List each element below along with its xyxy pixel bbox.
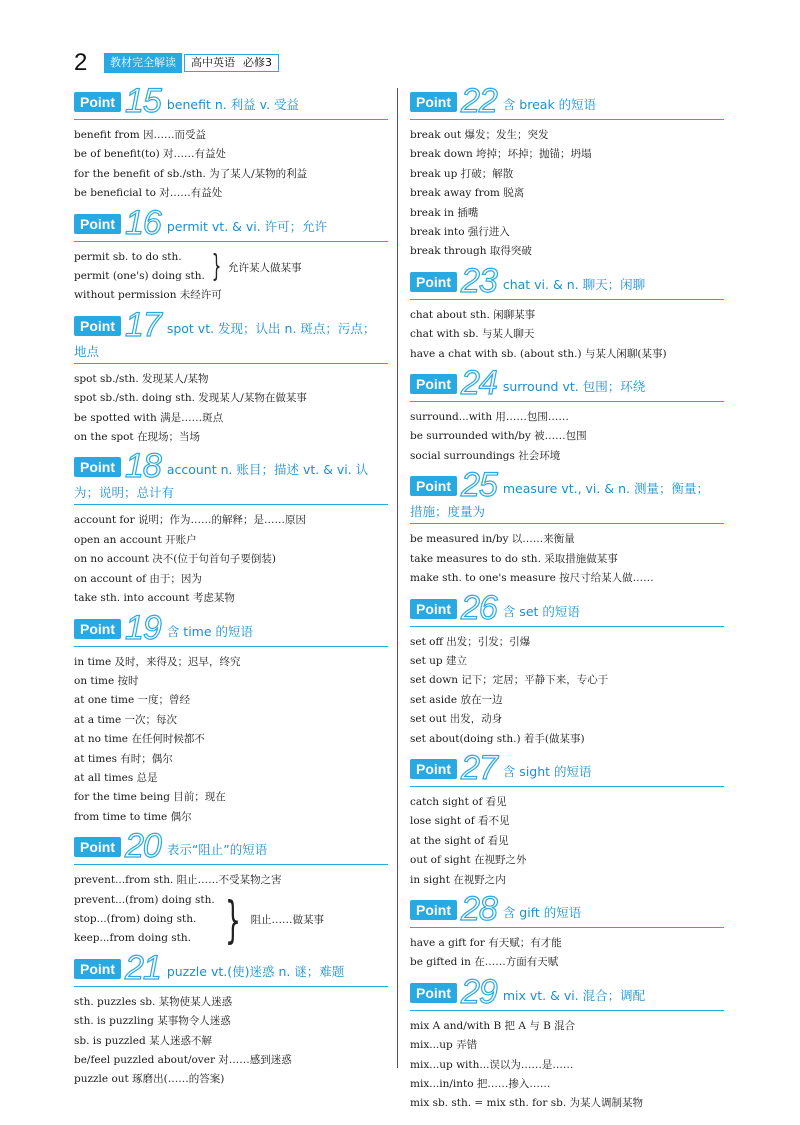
section-title: mix vt. & vi. 混合；调配 <box>502 987 646 1003</box>
phrase-entry: from time to time 偶尔 <box>74 810 192 823</box>
phrase-entry: catch sight of 看见 <box>410 795 507 808</box>
point-number: 16 <box>125 203 161 242</box>
phrase-entry: make sth. to one's measure 按尺寸给某人做…… <box>410 572 654 585</box>
phrase-entry: on account of 由于；因为 <box>74 572 202 585</box>
phrase-entry: in sight 在视野之内 <box>410 873 506 886</box>
phrase-entry: have a gift for 有天赋；有才能 <box>410 936 562 949</box>
section-title: 含 gift 的短语 <box>502 904 582 920</box>
section-header <box>410 588 724 627</box>
section-header <box>410 972 724 1011</box>
point-number: 19 <box>125 608 161 647</box>
point-badge: Point <box>74 837 121 857</box>
phrase-entry: chat with sb. 与某人聊天 <box>410 328 535 341</box>
point-section-25 <box>410 466 724 588</box>
section-header <box>74 305 388 344</box>
point-number: 22 <box>461 82 497 120</box>
phrase-entry: break up 打破；解散 <box>410 167 514 180</box>
point-badge: Point <box>410 92 457 112</box>
point-badge: Point <box>410 272 457 292</box>
phrase-entry: on no account 决不(位于句首句子要倒装) <box>74 553 276 566</box>
section-title: benefit n. 利益 v. 受益 <box>166 97 300 112</box>
phrase-entry: spot sb./sth. doing sth. 发现某人/某物在做某事 <box>74 392 307 405</box>
phrase-entry: open an account 开账户 <box>74 533 197 546</box>
volume-label: 必修3 <box>243 56 272 69</box>
point-number: 26 <box>461 588 497 627</box>
point-badge: Point <box>410 983 457 1003</box>
section-header <box>410 748 724 787</box>
section-title: chat vi. & n. 聊天；闲聊 <box>502 276 646 292</box>
section-title: account n. 账目；描述 vt. & vi. 认 <box>166 462 369 478</box>
brace-meaning: 阻止……做某事 <box>250 914 325 927</box>
point-section-26 <box>410 588 724 749</box>
phrase-entry: at times 有时；偶尔 <box>74 752 173 765</box>
brace-group <box>74 891 388 949</box>
point-number: 23 <box>461 261 497 300</box>
phrase-entry: spot sb./sth. 发现某人/某物 <box>74 372 209 385</box>
phrase-entry: set out 出发，动身 <box>410 713 503 726</box>
phrase-entry: be beneficial to 对……有益处 <box>74 187 223 200</box>
phrase-entry: be spotted with 满是……斑点 <box>74 411 224 424</box>
section-title: surround vt. 包围；环绕 <box>502 379 646 395</box>
point-number: 21 <box>125 948 161 987</box>
brace-group <box>74 248 388 287</box>
point-badge: Point <box>74 316 121 336</box>
section-title: puzzle vt.(使)迷惑 n. 谜；难题 <box>166 963 345 979</box>
phrase-entry: in time 及时，来得及；迟早，终究 <box>74 655 241 668</box>
section-title: spot vt. 发现；认出 n. 斑点；污点； <box>166 320 376 336</box>
phrase-entry: on the spot 在现场；当场 <box>74 431 200 444</box>
phrase-entry: stop...(from) doing sth. <box>74 912 197 925</box>
phrase-entry: surround...with 用……包围…… <box>410 411 569 424</box>
section-header <box>74 82 388 120</box>
phrase-entry: sth. puzzles sb. 某物使某人迷惑 <box>74 995 233 1008</box>
section-title: measure vt., vi. & n. 测量；衡量； <box>502 481 709 497</box>
phrase-entry: mix...up 弄错 <box>410 1039 478 1052</box>
point-badge: Point <box>74 619 121 639</box>
section-header <box>410 364 724 403</box>
phrase-entry: set aside 放在一边 <box>410 693 503 706</box>
point-section-18 <box>74 447 388 608</box>
phrase-entry: set off 出发；引发；引爆 <box>410 635 531 648</box>
point-section-28 <box>410 889 724 973</box>
section-header <box>74 203 388 242</box>
point-number: 24 <box>461 364 497 403</box>
phrase-entry: account for 说明；作为……的解释；是……原因 <box>74 514 306 527</box>
page-number: 2 <box>74 49 88 76</box>
phrase-entry: at a time 一次；每次 <box>74 713 178 726</box>
page-header <box>74 50 279 76</box>
point-section-16 <box>74 203 388 306</box>
phrase-entry: take sth. into account 考虑某物 <box>74 592 235 605</box>
phrase-entry: set up 建立 <box>410 654 467 667</box>
phrase-entry: be surrounded with/by 被……包围 <box>410 430 587 443</box>
point-section-24 <box>410 364 724 466</box>
point-number: 20 <box>125 827 161 866</box>
column-divider <box>397 88 398 1068</box>
brace-lines <box>74 248 205 287</box>
phrase-entry: set about(doing sth.) 着手(做某事) <box>410 732 585 745</box>
phrase-entry: permit (one's) doing sth. <box>74 270 205 283</box>
point-section-21 <box>74 948 388 1090</box>
point-section-20 <box>74 827 388 949</box>
phrase-entry: sth. is puzzling 某事物令人迷惑 <box>74 1015 231 1028</box>
phrase-entry: break away from 脱离 <box>410 187 525 200</box>
right-column <box>410 82 724 1116</box>
phrase-entry: for the benefit of sb./sth. 为了某人/某物的利益 <box>74 167 308 180</box>
phrase-entry: at no time 在任何时候都不 <box>74 733 205 746</box>
phrase-entry: on time 按时 <box>74 674 139 687</box>
phrase-entry: take measures to do sth. 采取措施做某事 <box>410 552 618 565</box>
brace-symbol: } <box>211 249 222 285</box>
section-title-continued: 地点 <box>74 343 388 364</box>
phrase-entry: break out 爆发；发生；突发 <box>410 129 549 141</box>
point-section-29 <box>410 972 724 1114</box>
phrase-entry: break down 垮掉；坏掉；抛锚；坍塌 <box>410 148 592 161</box>
point-badge: Point <box>410 599 457 619</box>
phrase-entry: lose sight of 看不见 <box>410 815 510 828</box>
section-title-continued: 措施；度量为 <box>410 503 724 524</box>
point-badge: Point <box>410 374 457 394</box>
phrase-entry: at one time 一度；曾经 <box>74 694 191 707</box>
section-header <box>410 82 724 120</box>
section-title-continued: 为；说明；总计有 <box>74 484 388 505</box>
left-column <box>74 82 388 1092</box>
point-badge: Point <box>74 92 121 112</box>
point-number: 25 <box>461 466 497 505</box>
phrase-entry: social surroundings 社会环境 <box>410 449 561 462</box>
phrase-entry: permit sb. to do sth. <box>74 250 182 263</box>
phrase-entry: set down 记下；定居；平静下来，专心于 <box>410 674 609 687</box>
phrase-entry: mix...in/into 把……掺入…… <box>410 1078 551 1090</box>
section-header <box>74 608 388 647</box>
section-header <box>410 889 724 928</box>
phrase-entry: break into 强行进入 <box>410 226 510 239</box>
phrase-entry: puzzle out 琢磨出(……的答案) <box>74 1073 225 1086</box>
phrase-entry: be/feel puzzled about/over 对……感到迷惑 <box>74 1054 292 1066</box>
brace-symbol: } <box>224 890 241 949</box>
point-number: 17 <box>125 305 161 344</box>
section-title: 含 sight 的短语 <box>502 763 592 779</box>
section-title: 含 time 的短语 <box>166 623 254 639</box>
phrase-entry: break in 插嘴 <box>410 206 479 219</box>
phrase-entry: at the sight of 看见 <box>410 834 509 847</box>
brace-lines <box>74 891 215 949</box>
point-number: 18 <box>125 447 161 486</box>
point-section-15 <box>74 82 388 204</box>
section-header <box>74 827 388 866</box>
phrase-entry: prevent...from sth. 阻止……不受某物之害 <box>74 874 282 887</box>
point-number: 29 <box>461 972 497 1011</box>
phrase-entry: at all times 总是 <box>74 771 158 784</box>
section-header <box>410 466 724 505</box>
phrase-entry: be measured in/by 以……来衡量 <box>410 533 575 546</box>
phrase-entry: mix...up with...误以为……是…… <box>410 1058 574 1071</box>
phrase-entry: benefit from 因……而受益 <box>74 129 206 141</box>
section-header <box>410 261 724 300</box>
point-badge: Point <box>410 900 457 920</box>
section-header <box>74 447 388 486</box>
point-number: 15 <box>125 82 161 120</box>
phrase-entry: chat about sth. 闲聊某事 <box>410 308 536 321</box>
point-section-22 <box>410 82 724 262</box>
point-number: 27 <box>461 748 497 787</box>
phrase-entry: for the time being 目前；现在 <box>74 791 226 804</box>
phrase-entry: have a chat with sb. (about sth.) 与某人闲聊(某事) <box>410 347 667 360</box>
series-badge: 教材完全解读 <box>104 53 182 73</box>
point-badge: Point <box>410 476 457 496</box>
section-title: 含 set 的短语 <box>502 603 580 619</box>
point-badge: Point <box>74 457 121 477</box>
point-badge: Point <box>74 214 121 234</box>
subject-label: 高中英语 <box>191 56 235 69</box>
brace-meaning: 允许某人做某事 <box>227 261 302 274</box>
point-badge: Point <box>74 959 121 979</box>
phrase-entry: break through 取得突破 <box>410 245 532 258</box>
phrase-entry: out of sight 在视野之外 <box>410 854 527 867</box>
point-section-17 <box>74 305 388 448</box>
phrase-entry: be gifted in 在……方面有天赋 <box>410 956 559 969</box>
point-section-19 <box>74 608 388 828</box>
section-header <box>74 948 388 987</box>
point-badge: Point <box>410 759 457 779</box>
phrase-entry: without permission 未经许可 <box>74 289 222 302</box>
phrase-entry: be of benefit(to) 对……有益处 <box>74 148 227 161</box>
phrase-entry: sb. is puzzled 某人迷惑不解 <box>74 1034 213 1047</box>
subject-badge <box>184 54 279 72</box>
phrase-entry: mix sb. sth. = mix sth. for sb. 为某人调制某物 <box>410 1097 644 1110</box>
phrase-entry: prevent...(from) doing sth. <box>74 893 215 906</box>
phrase-entry: keep...from doing sth. <box>74 932 191 945</box>
phrase-entry: mix A and/with B 把 A 与 B 混合 <box>410 1019 576 1032</box>
point-section-27 <box>410 748 724 890</box>
section-title: 含 break 的短语 <box>502 97 597 112</box>
section-title: 表示“阻止”的短语 <box>166 842 268 858</box>
point-number: 28 <box>461 889 497 928</box>
section-title: permit vt. & vi. 许可；允许 <box>166 218 328 234</box>
point-section-23 <box>410 261 724 364</box>
